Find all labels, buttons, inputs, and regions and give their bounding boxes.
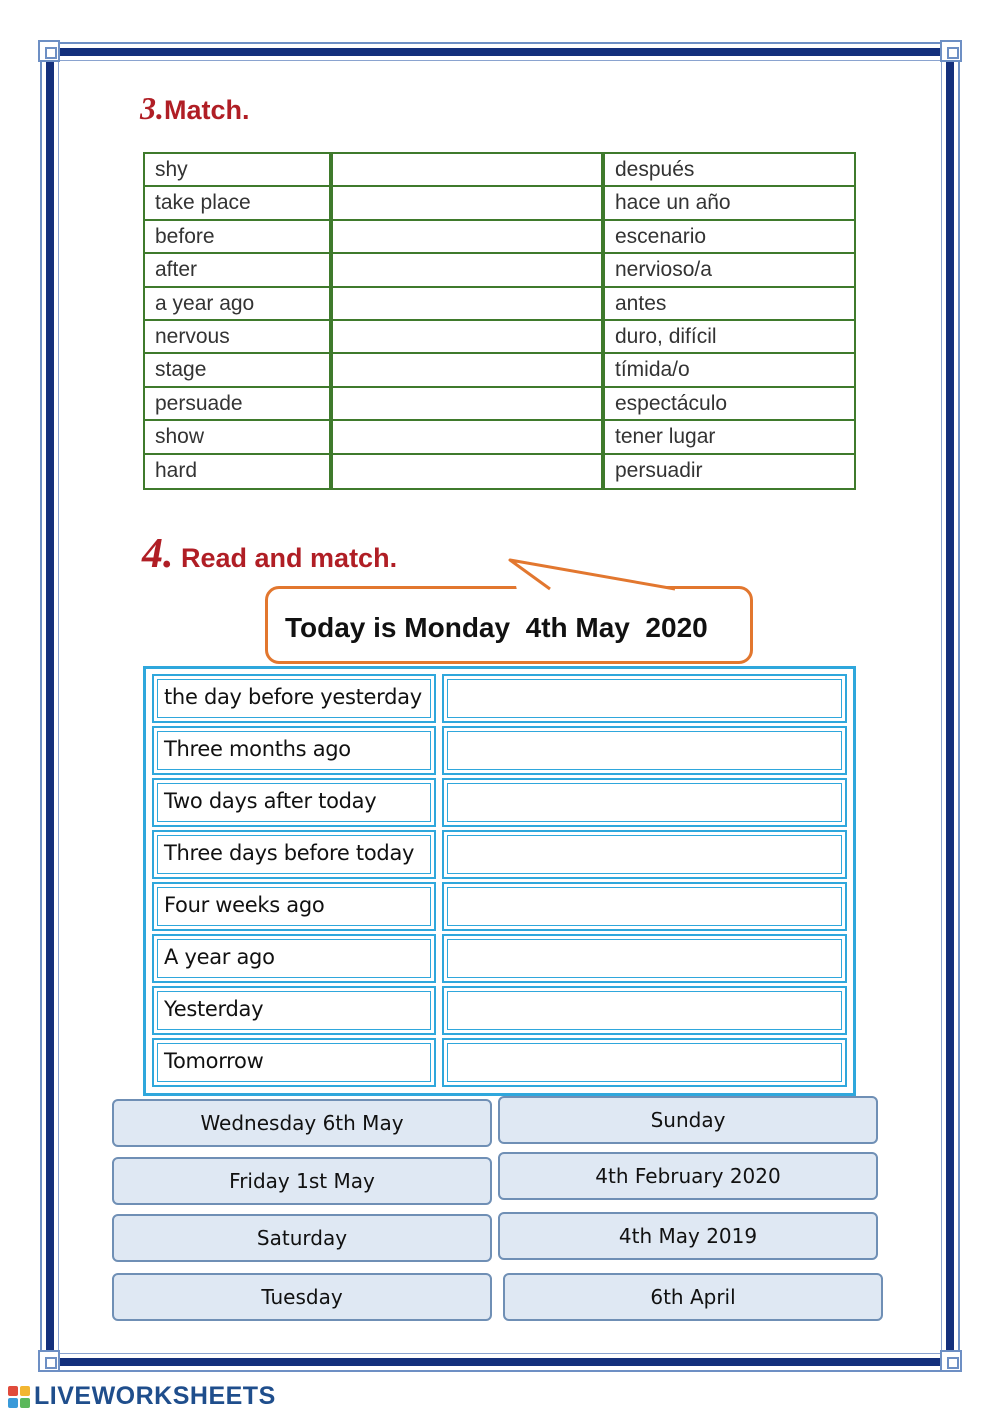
match-row <box>145 154 854 187</box>
match-english-cell: show <box>145 421 333 452</box>
read-answer-drop-zone[interactable] <box>442 830 847 879</box>
read-row <box>152 674 847 723</box>
match-answer-drop-zone[interactable] <box>333 288 605 319</box>
match-row <box>145 187 854 220</box>
read-row <box>152 1038 847 1087</box>
section4-title: Read and match. <box>181 543 398 573</box>
match-row <box>145 221 854 254</box>
match-spanish-cell: antes <box>615 291 667 315</box>
read-answer-drop-zone[interactable] <box>442 934 847 983</box>
match-row <box>145 354 854 387</box>
liveworksheets-logo-icon <box>8 1386 30 1408</box>
read-row <box>152 934 847 983</box>
read-answer-drop-zone[interactable] <box>442 778 847 827</box>
match-answer-drop-zone[interactable] <box>333 187 605 218</box>
match-english-cell: persuade <box>145 388 333 419</box>
match-spanish-cell: escenario <box>615 224 707 248</box>
answer-option-chip[interactable]: Tuesday <box>112 1273 492 1321</box>
match-answer-drop-zone[interactable] <box>333 388 605 419</box>
answer-option-chip[interactable]: 4th May 2019 <box>498 1212 878 1260</box>
match-english-cell: a year ago <box>145 288 333 319</box>
footer-brand: LIVEWORKSHEETS <box>34 1382 276 1410</box>
match-row <box>145 388 854 421</box>
read-answer-drop-zone[interactable] <box>442 882 847 931</box>
match-spanish-cell: tener lugar <box>615 425 716 449</box>
match-answer-drop-zone[interactable] <box>333 221 605 252</box>
match-english-cell: take place <box>145 187 333 218</box>
match-english-cell: stage <box>145 354 333 385</box>
read-row <box>152 882 847 931</box>
read-row <box>152 726 847 775</box>
read-answer-drop-zone[interactable] <box>442 1038 847 1087</box>
read-phrase-cell: Two days after today <box>152 778 436 827</box>
footer-logo[interactable] <box>8 1382 276 1411</box>
match-table <box>143 152 856 490</box>
match-spanish-cell: espectáculo <box>615 391 728 415</box>
frame-corner-top-left <box>38 40 60 62</box>
read-answer-drop-zone[interactable] <box>442 986 847 1035</box>
frame-corner-bottom-left <box>38 1350 60 1372</box>
match-spanish-cell: persuadir <box>615 458 703 482</box>
read-phrase-cell: Tomorrow <box>152 1038 436 1087</box>
speech-bubble-tail <box>500 555 700 595</box>
match-spanish-cell: después <box>615 158 695 181</box>
read-match-table <box>143 666 856 1096</box>
read-answer-drop-zone[interactable] <box>442 674 847 723</box>
match-spanish-cell: hace un año <box>615 191 731 215</box>
read-phrase-cell: A year ago <box>152 934 436 983</box>
read-phrase-cell: Three days before today <box>152 830 436 879</box>
frame-corner-top-right <box>940 40 962 62</box>
answer-option-chip[interactable]: 6th April <box>503 1273 883 1321</box>
read-phrase-cell: the day before yesterday <box>152 674 436 723</box>
match-english-cell: shy <box>145 154 333 185</box>
match-spanish-cell: tímida/o <box>615 358 690 382</box>
match-answer-drop-zone[interactable] <box>333 354 605 385</box>
match-row <box>145 288 854 321</box>
answer-option-chip[interactable]: Saturday <box>112 1214 492 1262</box>
answer-option-chip[interactable]: 4th February 2020 <box>498 1152 878 1200</box>
read-row <box>152 830 847 879</box>
match-row <box>145 421 854 454</box>
section4-number: 4. <box>142 531 174 577</box>
answer-option-chip[interactable]: Friday 1st May <box>112 1157 492 1205</box>
read-phrase-cell: Yesterday <box>152 986 436 1035</box>
match-answer-drop-zone[interactable] <box>333 321 605 352</box>
answer-option-chip[interactable]: Wednesday 6th May <box>112 1099 492 1147</box>
read-row <box>152 778 847 827</box>
match-english-cell: hard <box>145 455 333 488</box>
read-phrase-cell: Four weeks ago <box>152 882 436 931</box>
section4-heading <box>142 530 397 578</box>
match-english-cell: before <box>145 221 333 252</box>
match-english-cell: nervous <box>145 321 333 352</box>
match-answer-drop-zone[interactable] <box>333 254 605 285</box>
match-spanish-cell: duro, difícil <box>615 324 717 348</box>
section3-heading <box>140 90 250 127</box>
bubble-text: Today is Monday 4th May 2020 <box>285 612 708 643</box>
match-answer-drop-zone[interactable] <box>333 154 605 185</box>
section3-number: 3. <box>140 90 164 126</box>
read-answer-drop-zone[interactable] <box>442 726 847 775</box>
match-english-cell: after <box>145 254 333 285</box>
answer-option-chip[interactable]: Sunday <box>498 1096 878 1144</box>
match-answer-drop-zone[interactable] <box>333 421 605 452</box>
section3-title: Match. <box>164 95 250 125</box>
frame-corner-bottom-right <box>940 1350 962 1372</box>
read-row <box>152 986 847 1035</box>
match-row <box>145 254 854 287</box>
match-row <box>145 321 854 354</box>
match-row <box>145 455 854 488</box>
read-phrase-cell: Three months ago <box>152 726 436 775</box>
match-answer-drop-zone[interactable] <box>333 455 605 488</box>
match-spanish-cell: nervioso/a <box>615 258 712 282</box>
